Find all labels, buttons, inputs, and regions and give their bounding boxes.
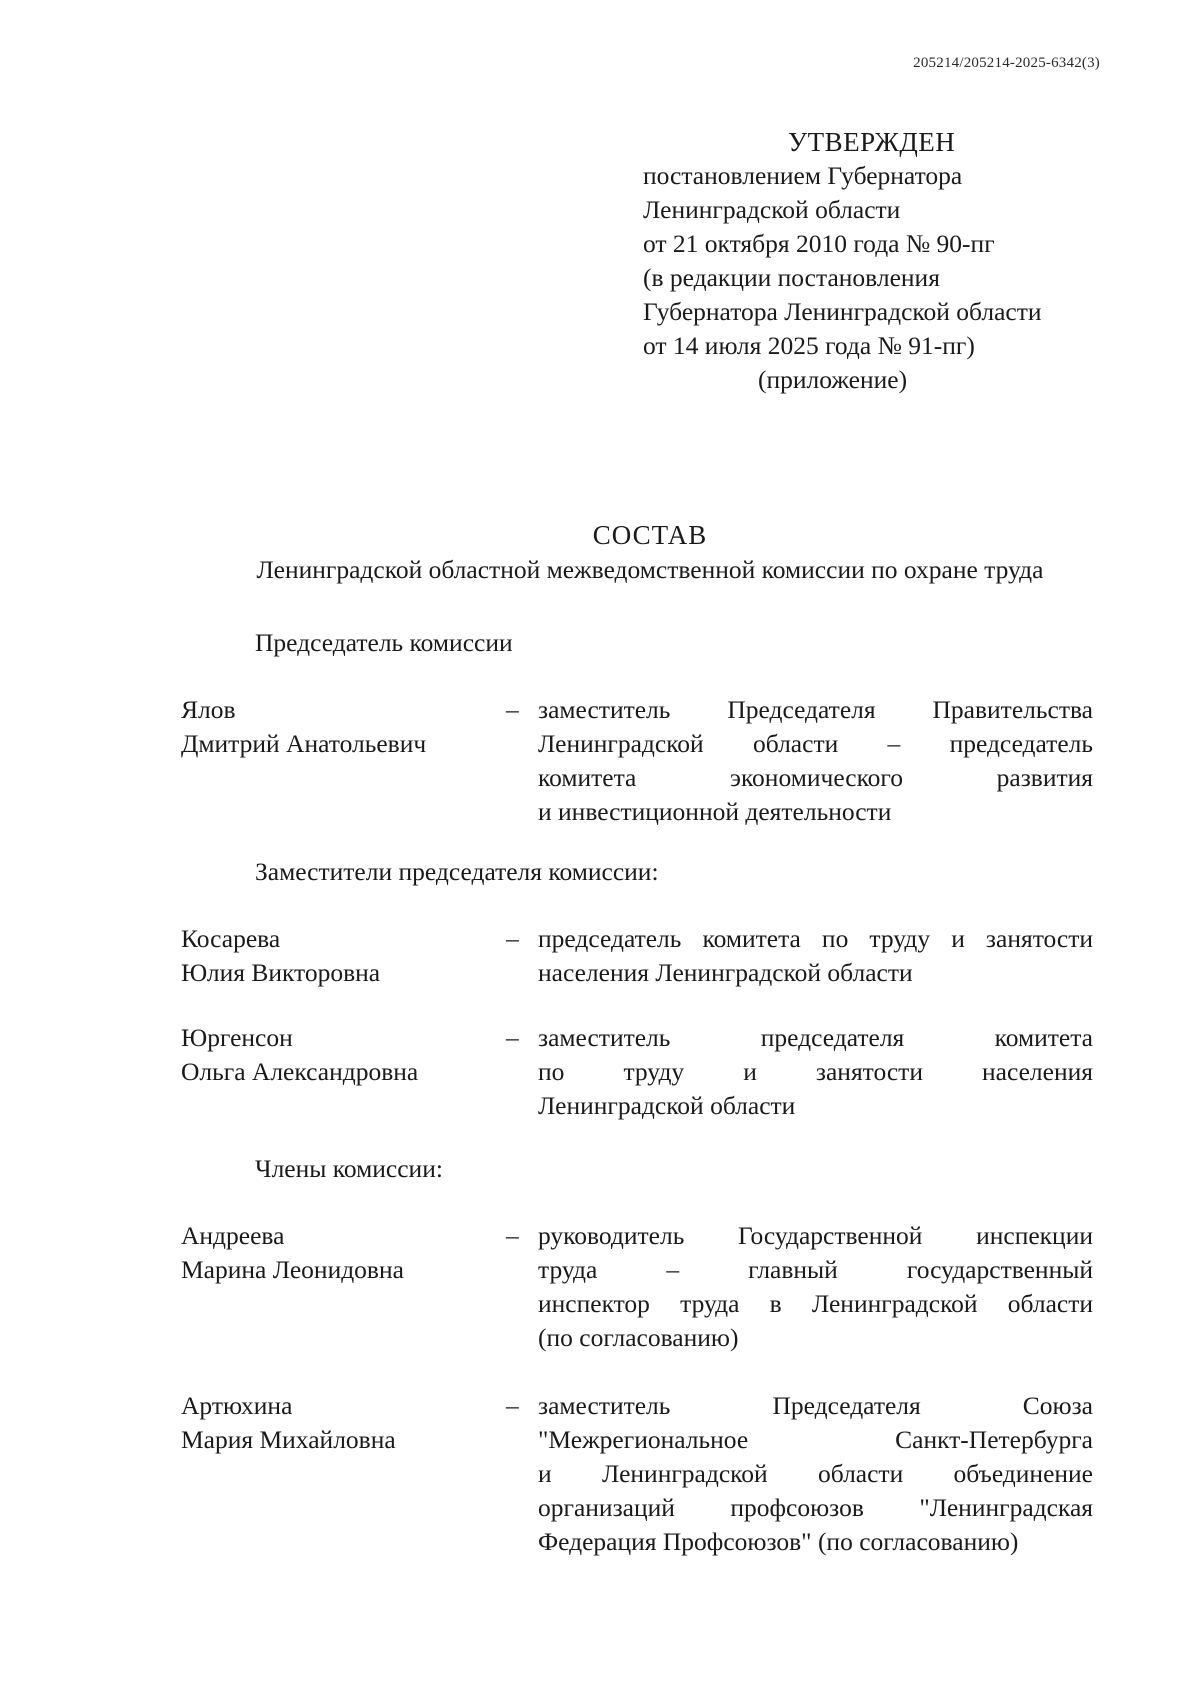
member-entry (181, 1021, 1091, 1126)
position-line: Ленинградской области (538, 1091, 796, 1120)
section-label-chairman: Председатель комиссии (255, 628, 513, 657)
approval-title: УТВЕРЖДЕН (788, 127, 956, 157)
approval-line: (в редакции постановления (643, 263, 940, 292)
position-line: и Ленинградской области объединение (538, 1459, 1093, 1488)
member-surname: Юргенсон (181, 1023, 293, 1052)
position-line: инспектор труда в Ленинградской области (538, 1289, 1093, 1318)
position-line: председатель комитета по труду и занятости (538, 924, 1093, 953)
position-line: заместитель Председателя Правительства (538, 695, 1093, 724)
member-given-name: Мария Михайловна (181, 1425, 396, 1454)
position-line: Федерация Профсоюзов" (по согласованию) (538, 1527, 1019, 1556)
member-given-name: Юлия Викторовна (181, 958, 381, 987)
member-surname: Андреева (181, 1221, 285, 1250)
member-name (181, 1021, 481, 1089)
approval-line: Ленинградской области (643, 195, 901, 224)
position-line: по труду и занятости населения (538, 1057, 1093, 1086)
document-title: СОСТАВ (592, 520, 708, 550)
approval-line: постановлением Губернатора (643, 161, 963, 190)
member-given-name: Дмитрий Анатольевич (181, 729, 427, 758)
document-subtitle: Ленинградской областной межведомственной комиссии по охране труда (256, 555, 1044, 584)
member-surname: Ялов (181, 695, 236, 724)
position-line: Ленинградской области – председатель (538, 729, 1093, 758)
section-label-members: Члены комиссии: (255, 1154, 443, 1183)
approval-line: от 21 октября 2010 года № 90-пг (643, 229, 995, 258)
member-entry (181, 1389, 1091, 1564)
member-position (538, 922, 1093, 990)
position-line: заместитель председателя комитета (538, 1023, 1093, 1052)
dash-separator: – (506, 695, 519, 724)
member-entry (181, 693, 1091, 833)
approval-appendix: (приложение) (758, 365, 908, 394)
approval-line: Губернатора Ленинградской области (643, 297, 1042, 326)
section-label-deputies: Заместители председателя комиссии: (255, 857, 659, 886)
member-surname: Артюхина (181, 1391, 293, 1420)
member-position (538, 693, 1093, 829)
document-registration-number: 205214/205214-2025-6342(3) (913, 55, 1100, 71)
member-name (181, 693, 481, 761)
position-line: руководитель Государственной инспекции (538, 1221, 1093, 1250)
member-entry (181, 1219, 1091, 1359)
position-line: организаций профсоюзов "Ленинградская (538, 1493, 1093, 1522)
position-line: труда – главный государственный (538, 1255, 1093, 1284)
dash-separator: – (506, 924, 519, 953)
member-given-name: Марина Леонидовна (181, 1255, 404, 1284)
position-line: (по согласованию) (538, 1323, 739, 1352)
position-line: и инвестиционной деятельности (538, 797, 892, 826)
approval-line: от 14 июля 2025 года № 91-пг) (643, 331, 975, 360)
position-line: населения Ленинградской области (538, 958, 913, 987)
dash-separator: – (506, 1391, 519, 1420)
member-position (538, 1389, 1093, 1559)
member-entry (181, 922, 1091, 992)
approval-stamp-block (643, 125, 1123, 397)
member-position (538, 1021, 1093, 1123)
dash-separator: – (506, 1023, 519, 1052)
member-surname: Косарева (181, 924, 281, 953)
member-name (181, 922, 481, 990)
member-name (181, 1219, 481, 1287)
dash-separator: – (506, 1221, 519, 1250)
position-line: заместитель Председателя Союза (538, 1391, 1093, 1420)
member-given-name: Ольга Александровна (181, 1057, 419, 1086)
position-line: "Межрегиональное Санкт-Петербурга (538, 1425, 1093, 1454)
member-position (538, 1219, 1093, 1355)
position-line: комитета экономического развития (538, 763, 1093, 792)
member-name (181, 1389, 481, 1457)
